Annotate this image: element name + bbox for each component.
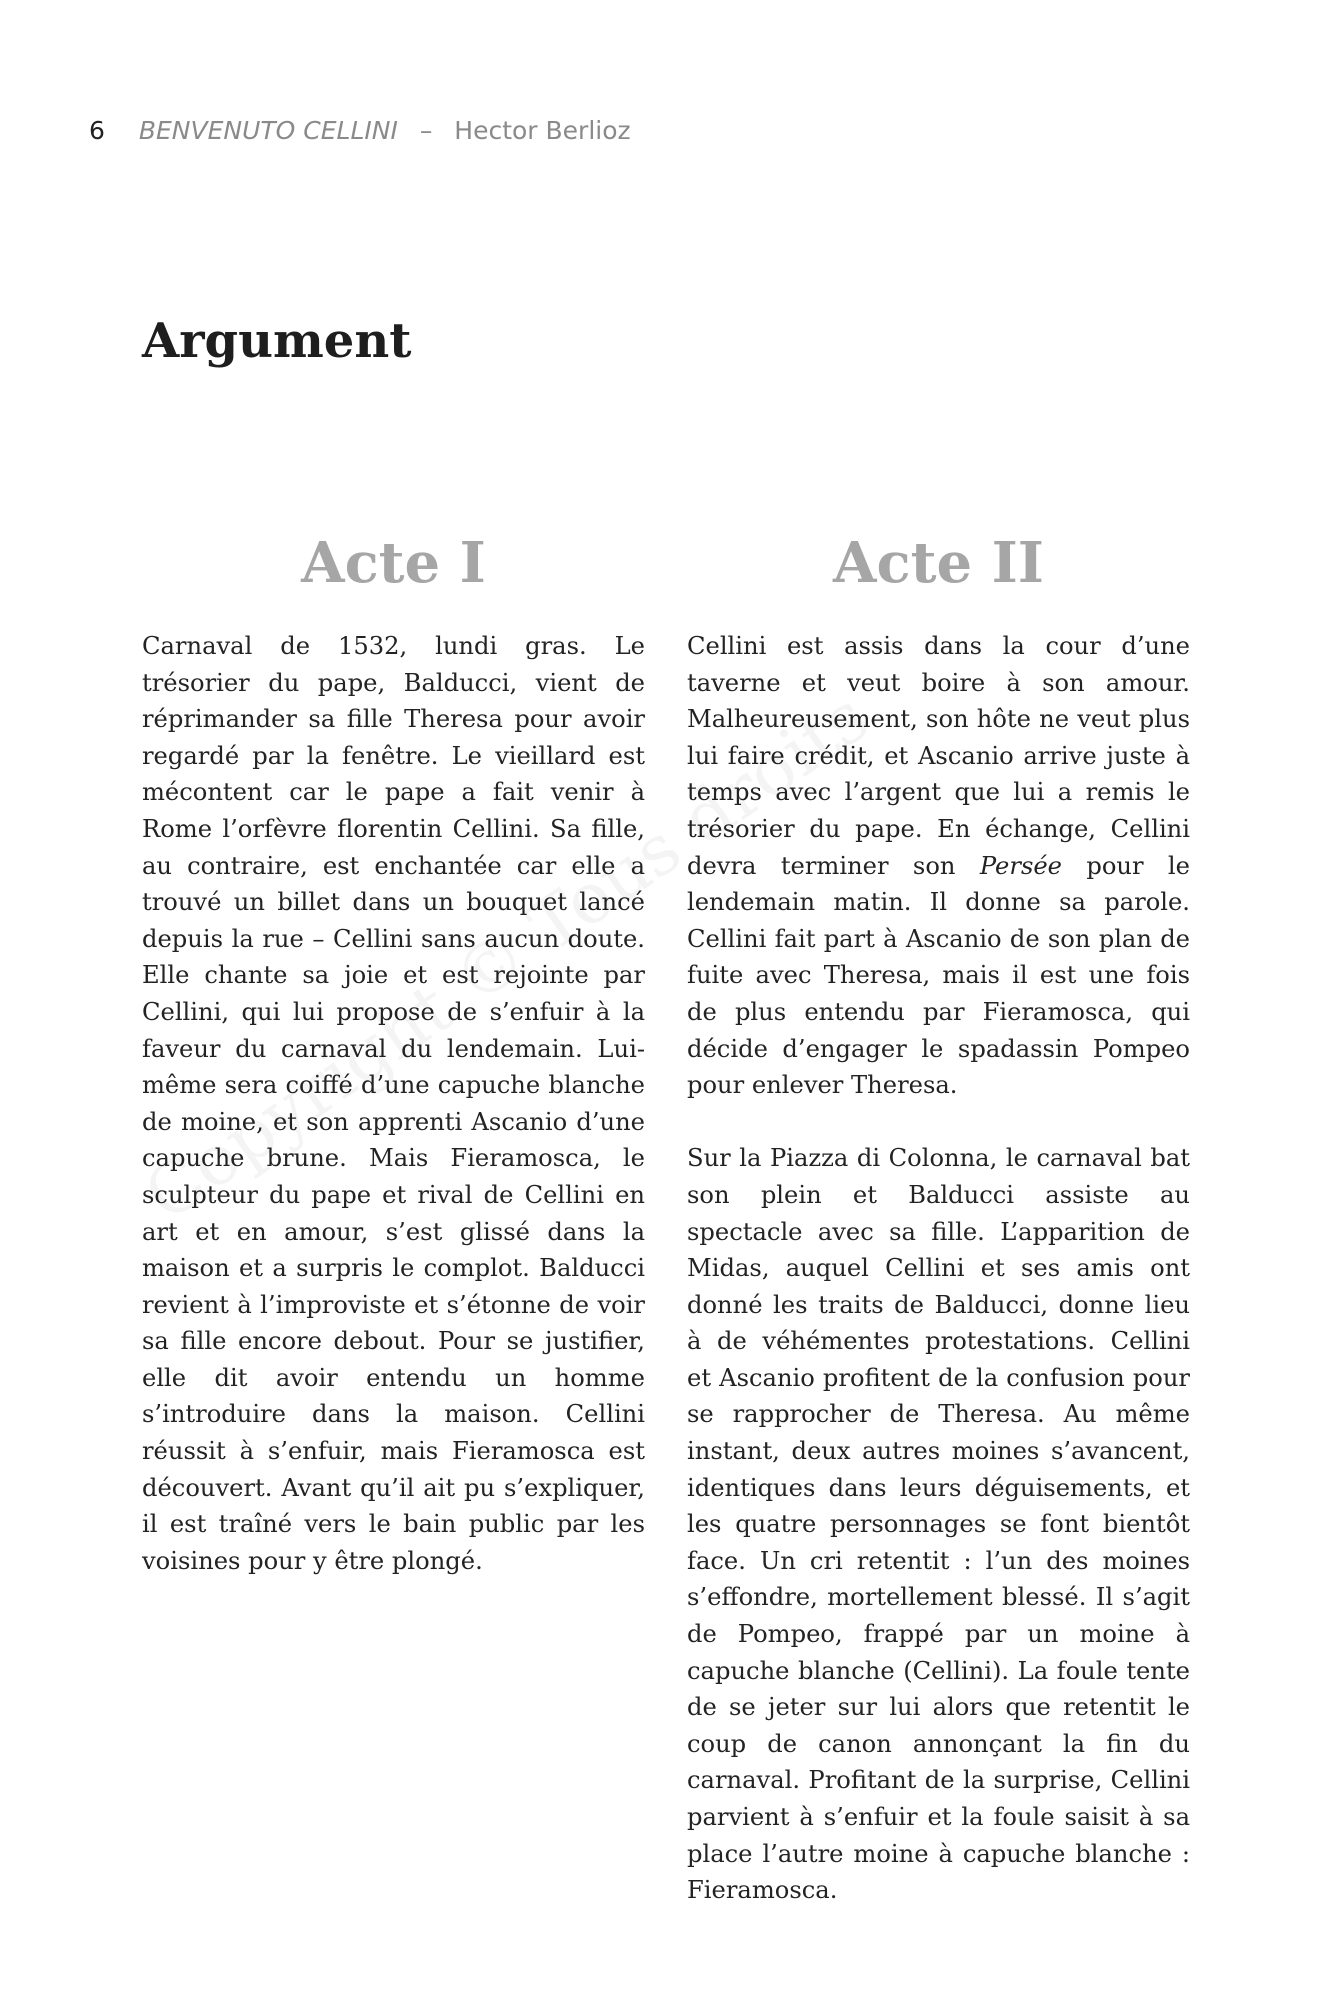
act-1-paragraph-1: Carnaval de 1532, lundi gras. Le trésorier du pape, Balducci, vient de réprimander sa fille Theresa pour avoir regardé par la fenêtre. Le vieillard est mécontent car le pape a fait venir à Rome l’orfèvre florentin Cellini. Sa fille, au contraire, est enchantée car elle a trouvé un billet dans un bouquet lancé depuis la rue – Cellini sans aucun doute. Elle chante sa joie et est rejointe par Cellini, qui lui propose de s’enfuir à la faveur du carnaval du lendemain. Lui-même sera coiffé d’une capuche blanche de moine, et son apprenti Ascanio d’une capuche brune. Mais Fieramosca, le sculpteur du pape et rival de Cellini en art et en amour, s’est glissé dans la maison et a surpris le complot. Balducci revient à l’improviste et s’étonne de voir sa fille encore debout. Pour se justifier, elle dit avoir entendu un homme s’introduire dans la maison. Cellini réussit à s’enfuir, mais Fieramosca est découvert. Avant qu’il ait pu s’expliquer, il est traîné vers le bain public par les voisines pour y être plongé. (142, 632, 645, 1575)
header-separator: – (419, 116, 433, 145)
running-head (89, 116, 631, 145)
act-2-text (687, 628, 1190, 1909)
act-2-heading: Acte II (833, 530, 1044, 596)
act-2-paragraph-2: Sur la Piazza di Colonna, le carnaval bat son plein et Balducci assiste au spectacle avec sa fille. L’apparition de Midas, auquel Cellini et ses amis ont donné les traits de Balducci, donne lieu à de véhémentes protestations. Cellini et Ascanio profitent de la confusion pour se rapprocher de Theresa. Au même instant, deux autres moines s’avancent, identiques dans leurs déguisements, et les quatre personnages se font bientôt face. Un cri retentit : l’un des moines s’effondre, mortellement blessé. Il s’agit de Pompeo, frappé par un moine à capuche blanche (Cellini). La foule tente de se jeter sur lui alors que retentit le coup de canon annonçant la fin du carnaval. Profitant de la surprise, Cellini parvient à s’enfuir et la foule saisit à sa place l’autre moine à capuche blanche : Fieramosca. (687, 1144, 1190, 1905)
act-2-paragraph-1: Cellini est assis dans la cour d’une taverne et veut boire à son amour. Malheureusement, son hôte ne veut plus lui faire crédit, et Ascanio arrive juste à temps avec l’argent que lui a remis le trésorier du pape. En échange, Cellini devra terminer son Persée pour le lendemain matin. Il donne sa parole. Cellini fait part à Ascanio de son plan de fuite avec Theresa, mais il est une fois de plus entendu par Fieramosca, qui décide d’engager le spadassin Pompeo pour enlever Theresa. (687, 632, 1190, 1100)
page-title: Argument (142, 313, 412, 369)
page-number: 6 (89, 116, 105, 145)
work-title: BENVENUTO CELLINI (138, 116, 398, 145)
act-1-heading: Acte I (301, 530, 486, 596)
persee-title: Persée (979, 851, 1062, 880)
composer-name: Hector Berlioz (454, 116, 631, 145)
act-1-text (142, 628, 645, 1579)
